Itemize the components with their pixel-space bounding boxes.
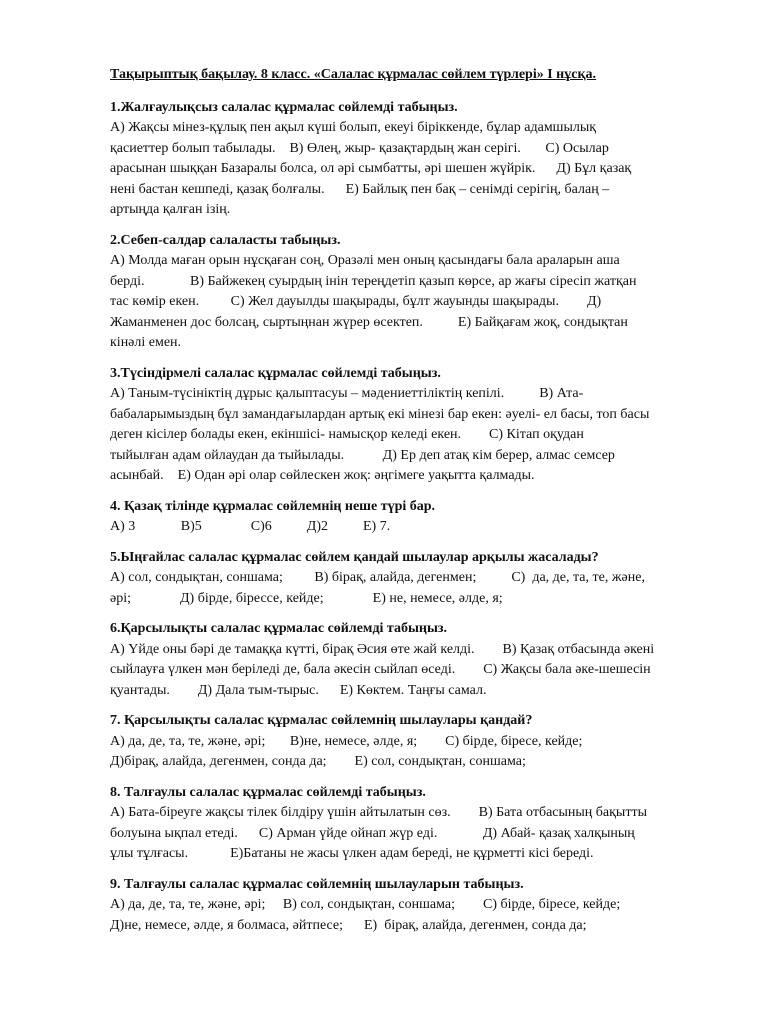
answer-options [110,895,715,936]
answer-options [110,118,715,221]
question-heading: 4. Қазақ тілінде құрмалас сөйлемнің неше түрі бар. [110,498,436,514]
question-heading: 2.Себеп-салдар салаласты табыңыз. [110,232,341,248]
answer-options [110,803,715,865]
answer-options [110,732,715,773]
question-1 [110,98,715,221]
answer-line: артыңда қалған ізің. [110,202,231,217]
question-9 [110,875,715,937]
answer-options [110,384,715,487]
question-2 [110,231,715,354]
answer-line: болуына ықпал етеді. С) Арман үйде ойнап жүр еді. Д) Абай- қазақ халқының [110,825,635,841]
question-heading: 3.Түсіндірмелі салалас құрмалас сөйлемді табыңыз. [110,365,441,381]
question-heading: 1.Жалғаулықсыз салалас құрмалас сөйлемді табыңыз. [110,99,458,115]
answer-line: қасиеттер болып табылады. В) Өлең, жыр- қазақтардың жан серігі. С) Осылар [110,140,609,156]
answer-line: асынбай. Е) Одан әрі олар сөйлескен жоқ: әңгімеге уақытта қалмады. [110,468,535,483]
question-heading: 6.Қарсылықты салалас құрмалас сөйлемді табыңыз. [110,621,448,636]
answer-options [110,517,715,538]
answer-line: тас көмір екен. С) Жел дауылды шақырады, бұлт жауынды шақырады. Д) [110,294,602,309]
question-4 [110,497,715,538]
answer-line: А) Жақсы мінез-құлық пен ақыл күші болып, екеуі біріккенде, бұлар адамшылық [110,120,597,135]
question-8 [110,783,715,865]
answer-line: нені бастан кешпеді, қазақ болғалы. Е) Байлық пен бақ – сенімді серігің, балаң – [110,181,610,197]
answer-line: арасынан шыққан Базаралы болса, ол әрі сымбатты, әрі шешен жүйрік. Д) Бұл қазақ [110,161,632,176]
answer-options [110,640,715,702]
answer-line: Д)не, немесе, әлде, я болмаса, әйтпесе; Е) бірақ, алайда, дегенмен, сонда да; [110,917,587,933]
question-7 [110,711,715,773]
question-heading: 5.Ыңғайлас салалас құрмалас сөйлем қандай шылаулар арқылы жасалады? [110,549,599,565]
question-heading: 8. Талғаулы салалас құрмалас сөйлемді табыңыз. [110,784,426,800]
question-list [110,98,715,937]
answer-line: А) Үйде оны бәрі де тамаққа күтті, бірақ Әсия өте жай келді. В) Қазақ отбасында әкені [110,641,655,657]
answer-line: А) 3 В)5 С)6 Д)2 Е) 7. [110,519,391,534]
answer-line: сыйлауға үлкен мән беріледі де, бала әкесін сыйлап өседі. С) Жақсы бала әке-шешесін [110,662,651,677]
answer-line: тыйылған адам ойлаудан да тыйылады. Д) Ер деп атақ кім берер, алмас семсер [110,447,615,463]
answer-line: қуантады. Д) Дала тым-тырыс. Е) Көктем. Таңғы самал. [110,682,487,698]
answer-line: Жаманменен дос болсаң, сыртыңнан жүрер өсектеп. Е) Байқағам жоқ, сондықтан [110,314,628,330]
answer-options [110,568,715,609]
answer-line: кінәлі емен. [110,335,182,350]
answer-line: бабаларымыздың бұл замандағылардан артық екі мінезі бар екен: әуелі- ел басы, топ басы [110,406,650,422]
question-heading: 7. Қарсылықты салалас құрмалас сөйлемнің шылаулары қандай? [110,713,533,728]
question-5 [110,548,715,610]
answer-line: деген кісілер болады екен, екіншісі- намысқор келеді екен. С) Кітап оқудан [110,427,584,442]
answer-line: А) сол, сондықтан, соншама; В) бірақ, алайда, дегенмен; С) да, де, та, те, және, [110,570,645,585]
question-6 [110,619,715,701]
answer-line: А) Бата-біреуге жақсы тілек білдіру үшін айтылатын сөз. В) Бата отбасының бақытты [110,805,647,820]
answer-line: А) Таным-түсініктің дұрыс қалыптасуы – мәдениеттіліктің кепілі. В) Ата- [110,386,584,401]
document-page [110,65,715,946]
answer-line: Д)бірақ, алайда, дегенмен, сонда да; Е) сол, сондықтан, соншама; [110,754,526,769]
answer-line: А) Молда маған орын нұсқаған соң, Оразәлі мен оның қасындағы бала араларын аша [110,253,620,268]
answer-line: А) да, де, та, те, және, әрі; В)не, немесе, әлде, я; С) бірде, біресе, кейде; [110,733,583,749]
document-title: Тақырыптық бақылау. 8 класс. «Салалас құрмалас сөйлем түрлері» І нұсқа. [110,67,597,82]
answer-line: А) да, де, та, те, және, әрі; В) сол, сондықтан, соншама; С) бірде, біресе, кейде; [110,897,621,912]
answer-line: әрі; Д) бірде, бірессе, кейде; Е) не, немесе, әлде, я; [110,590,503,606]
answer-line: берді. В) Байжекең суырдың інін тереңдетіп қазып көрсе, ар жағы сіресіп жатқан [110,273,637,289]
answer-options [110,251,715,354]
question-3 [110,364,715,487]
answer-line: ұлы тұлғасы. Е)Батаны не жасы үлкен адам береді, не құрметті кісі береді. [110,846,594,861]
question-heading: 9. Талғаулы салалас құрмалас сөйлемнің шылауларын табыңыз. [110,876,524,892]
